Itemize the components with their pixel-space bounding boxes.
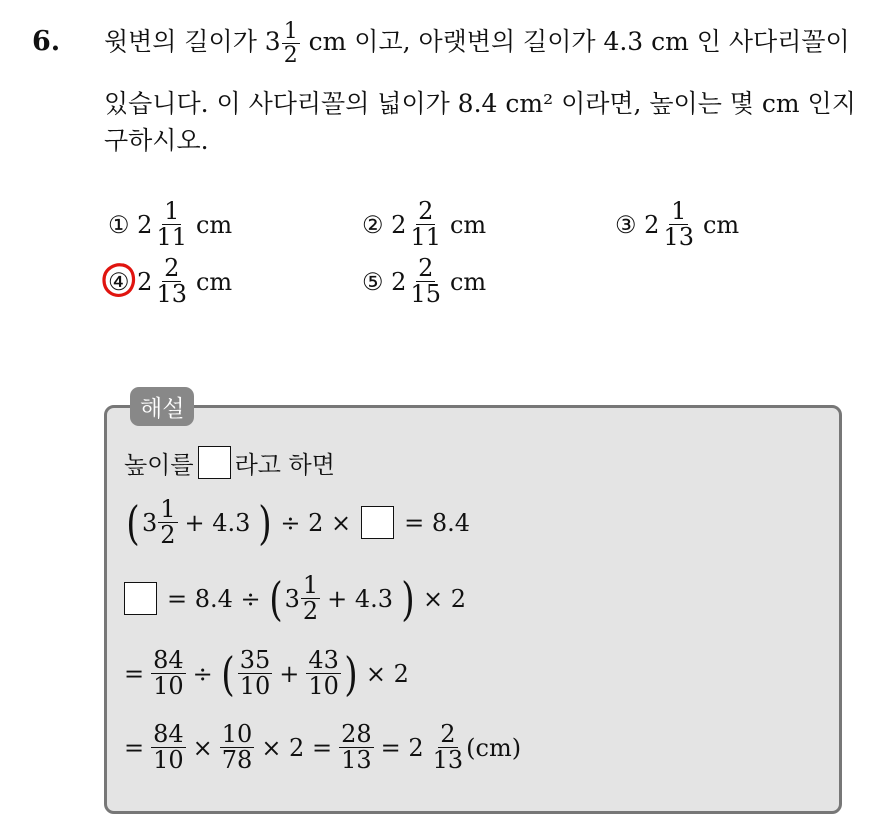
question-line-2: 있습니다. 이 사다리꼴의 넓이가 8.4 cm² 이라면, 높이는 몇 cm 인지 [104,89,856,118]
blank-box [361,506,394,539]
fraction: $\frac{1}{13}$ [663,197,694,252]
solution-equation-2: = 8.4 ÷ ( 3 $\frac{1}{2}$ + 4.3 ) × 2 [124,573,472,624]
fraction: $\frac{1}{2}$ [283,19,298,69]
fraction: $\frac{43}{10}$ [308,646,339,701]
question-line-1: 윗변의 길이가 3 $\frac{1}{2}$ cm 이고, 아랫변의 길이가 4.3 cm 인 사다리꼴이 [104,19,850,69]
fraction: $\frac{2}{13}$ [432,720,464,775]
fraction: $\frac{1}{2}$ [160,495,176,550]
fraction: $\frac{1}{2}$ [302,571,319,626]
choice-4[interactable]: ④ 2 $\frac{2}{13}$ cm [108,254,233,309]
choice-5[interactable]: ⑤ 2 $\frac{2}{15}$ cm [362,254,487,309]
fraction: $\frac{10}{78}$ [221,720,253,775]
fraction: $\frac{2}{11}$ [410,197,441,252]
solution-equation-3: = $\frac{84}{10}$ ÷ ( $\frac{35}{10}$ + $\frac{43}{10}$ ) × 2 [124,646,409,701]
choice-1[interactable]: ① 2 $\frac{1}{11}$ cm [108,197,233,252]
choice-3[interactable]: ③ 2 $\frac{1}{13}$ cm [615,197,740,252]
choice-2[interactable]: ② 2 $\frac{2}{11}$ cm [362,197,487,252]
fraction: $\frac{84}{10}$ [153,720,184,775]
answer-circle-mark [101,261,137,299]
blank-box [198,446,231,479]
solution-tag: 해설 [130,387,194,426]
solution-intro: 높이를 라고 하면 [124,445,335,480]
question-number: 6. [32,26,61,57]
fraction: $\frac{84}{10}$ [153,646,184,701]
question-line-3: 구하시오. [104,126,209,155]
solution-equation-4: = $\frac{84}{10}$ × $\frac{10}{78}$ × 2 = $\frac{28}{13}$ = 2 $\frac{2}{13}$ (cm) [124,720,522,775]
fraction: $\frac{35}{10}$ [239,646,271,701]
fraction: $\frac{28}{13}$ [341,720,372,775]
blank-box [124,582,157,615]
fraction: $\frac{2}{13}$ [156,254,187,309]
solution-equation-1: ( 3 $\frac{1}{2}$ + 4.3 ) ÷ 2 × = 8.4 [126,495,471,550]
fraction: $\frac{2}{15}$ [410,254,441,309]
fraction: $\frac{1}{11}$ [156,197,187,252]
